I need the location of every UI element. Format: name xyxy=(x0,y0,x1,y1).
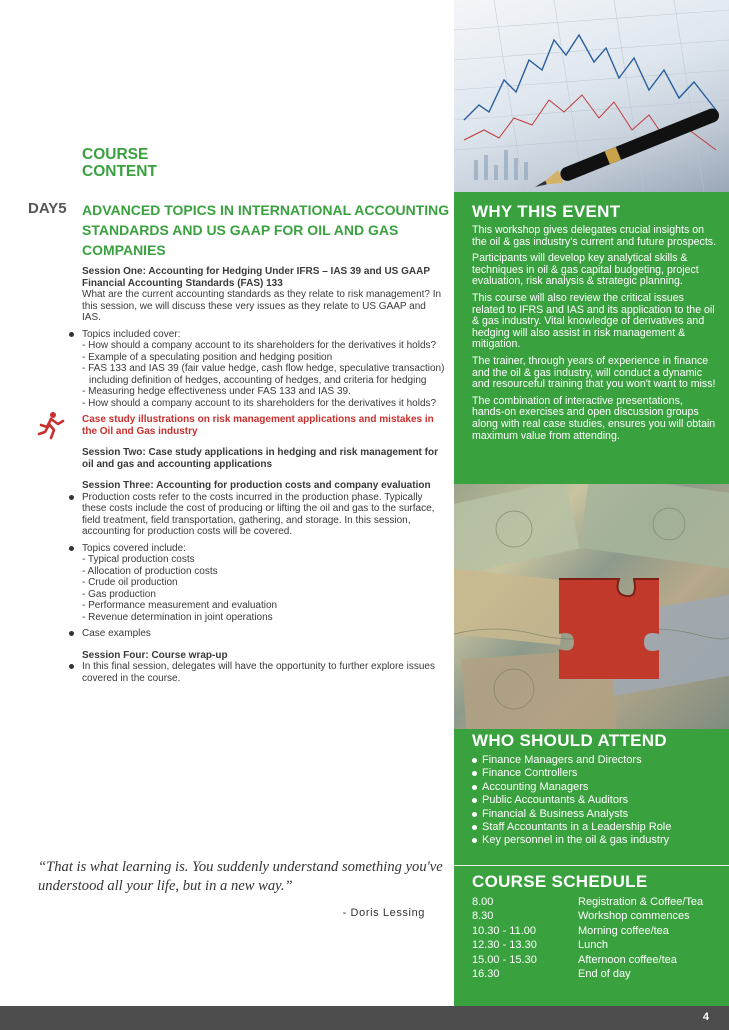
topic-item: - Example of a speculating position and hedging position xyxy=(82,351,333,363)
runner-icon xyxy=(36,411,66,441)
topics-label: Topics included cover: xyxy=(82,329,446,341)
session-three-intro: Production costs refer to the costs incurred in the production phase. Typically these costs include the cost of producing or lifting the oil and gas to the surface, field treatment, field transportation, gathering, and storage. In this session, accounting for production costs will be covered. xyxy=(82,492,446,538)
topic-item: - How should a company account to its shareholders for the derivatives it holds? xyxy=(82,340,437,351)
schedule-title: COURSE SCHEDULE xyxy=(472,872,648,891)
why-paragraph: This course will also review the critical issues related to IFRS and IAS and its application to the oil & gas industry. Vital knowledge of derivatives and hedging will also assist in risk management & mitigation. xyxy=(472,291,715,351)
schedule-time: 12.30 - 13.30 xyxy=(472,939,537,952)
day-label: DAY5 xyxy=(28,200,67,217)
topic-item: - Typical production costs xyxy=(82,554,195,565)
attendee-list xyxy=(472,754,717,848)
chart-pen-photo xyxy=(454,0,729,192)
heading-line: COURSE xyxy=(82,146,149,163)
why-title: WHY THIS EVENT xyxy=(472,202,621,221)
schedule-event: Workshop commences xyxy=(578,910,690,923)
schedule-row xyxy=(472,895,717,909)
case-examples: Case examples xyxy=(82,628,446,640)
schedule-row xyxy=(472,953,717,967)
course-schedule-panel xyxy=(454,865,729,1006)
attendee-item: Key personnel in the oil & gas industry xyxy=(472,834,717,847)
attendee-item: Public Accountants & Auditors xyxy=(472,794,717,807)
attendee-item: Financial & Business Analysts xyxy=(472,808,717,821)
schedule-time: 8.00 xyxy=(472,896,494,908)
money-puzzle-photo xyxy=(454,484,729,729)
footer-bar xyxy=(0,1006,729,1030)
schedule-event: Registration & Coffee/Tea xyxy=(578,896,704,908)
topic-item: - Crude oil production xyxy=(82,577,178,588)
session-four-title: Session Four: Course wrap-up xyxy=(82,649,228,661)
why-this-event-panel xyxy=(454,192,729,484)
schedule-row xyxy=(472,909,717,923)
schedule-time: 10.30 - 11.00 xyxy=(472,924,537,937)
schedule-time: 8.30 xyxy=(472,910,494,923)
why-paragraph: The trainer, through years of experience in finance and the oil & gas industry, will conduct a dynamic and resourceful training that you won't want to miss! xyxy=(472,354,716,391)
attendee-item: Finance Controllers xyxy=(472,767,717,780)
schedule-event: Afternoon coffee/tea xyxy=(578,953,677,966)
who-title: WHO SHOULD ATTEND xyxy=(472,731,667,750)
session-three-title: Session Three: Accounting for production costs and company evaluation xyxy=(82,480,431,491)
schedule-time: 15.00 - 15.30 xyxy=(472,953,537,966)
page-number: 4 xyxy=(702,1011,709,1023)
schedule-event: Morning coffee/tea xyxy=(578,924,669,937)
course-sessions xyxy=(82,266,446,684)
topic-item: - Allocation of production costs xyxy=(82,565,218,577)
chart-pen-illustration xyxy=(454,0,729,192)
attendee-item: Finance Managers and Directors xyxy=(472,754,717,767)
session-one-title: Session One: Accounting for Hedging Under IFRS – IAS 39 and US GAAP Financial Accounting Standards (FAS) 133 xyxy=(82,266,430,289)
topic-item: - Gas production xyxy=(82,588,156,600)
schedule-row xyxy=(472,924,717,938)
schedule-time: 16.30 xyxy=(472,968,500,981)
topic-item: - Measuring hedge effectiveness under FAS 133 and IAS 39. xyxy=(82,386,351,397)
quote-author: - Doris Lessing xyxy=(342,907,425,919)
session-one-intro: What are the current accounting standards as they relate to risk management? In this session, we will discuss these very issues as they relate to US GAAP and IAS. xyxy=(82,289,442,323)
schedule-event: End of day xyxy=(578,968,631,981)
attendee-item: Staff Accountants in a Leadership Role xyxy=(472,821,717,834)
schedule-event: Lunch xyxy=(578,939,608,952)
money-puzzle-illustration xyxy=(454,484,729,729)
quote-text: “That is what learning is. You suddenly understand something you've understood all your life, but in a new way.” xyxy=(38,859,443,894)
day-title: ADVANCED TOPICS IN INTERNATIONAL ACCOUNTING STANDARDS AND US GAAP FOR OIL AND GAS COMPANIES xyxy=(82,202,450,258)
case-study-text: Case study illustrations on risk management applications and mistakes in the Oil and Gas industry xyxy=(82,414,434,437)
schedule-row xyxy=(472,967,717,981)
topic-item: - Revenue determination in joint operations xyxy=(82,611,273,623)
session-four-text: In this final session, delegates will have the opportunity to further explore issues covered in the course. xyxy=(82,661,446,684)
why-paragraph: This workshop gives delegates crucial insights on the oil & gas industry's current and future prospects. xyxy=(472,224,717,248)
course-content-heading xyxy=(82,146,157,180)
session-two-title: Session Two: Case study applications in hedging and risk management for oil and gas and accounting applications xyxy=(82,447,438,470)
why-paragraph: The combination of interactive presentations, hands-on exercises and open discussion groups along with real case studies, ensures you will obtain maximum value from attending. xyxy=(472,394,716,442)
attendee-item: Accounting Managers xyxy=(472,781,717,794)
case-study-callout xyxy=(82,414,446,437)
topic-item: - Performance measurement and evaluation xyxy=(82,600,278,611)
who-should-attend-panel xyxy=(454,729,729,865)
heading-line: CONTENT xyxy=(82,163,157,180)
why-paragraph: Participants will develop key analytical skills & techniques in oil & gas capital budgeting, project evaluation, risk analysis & strategic planning. xyxy=(472,252,699,288)
topics-label: Topics covered include: xyxy=(82,543,446,555)
topic-item: - FAS 133 and IAS 39 (fair value hedge, cash flow hedge, speculative transaction) including definition of hedges, accounting of hedges, and criteria for hedging xyxy=(82,363,445,386)
schedule-row xyxy=(472,938,717,952)
topic-item: - How should a company account to its shareholders for the derivatives it holds? xyxy=(82,397,437,409)
